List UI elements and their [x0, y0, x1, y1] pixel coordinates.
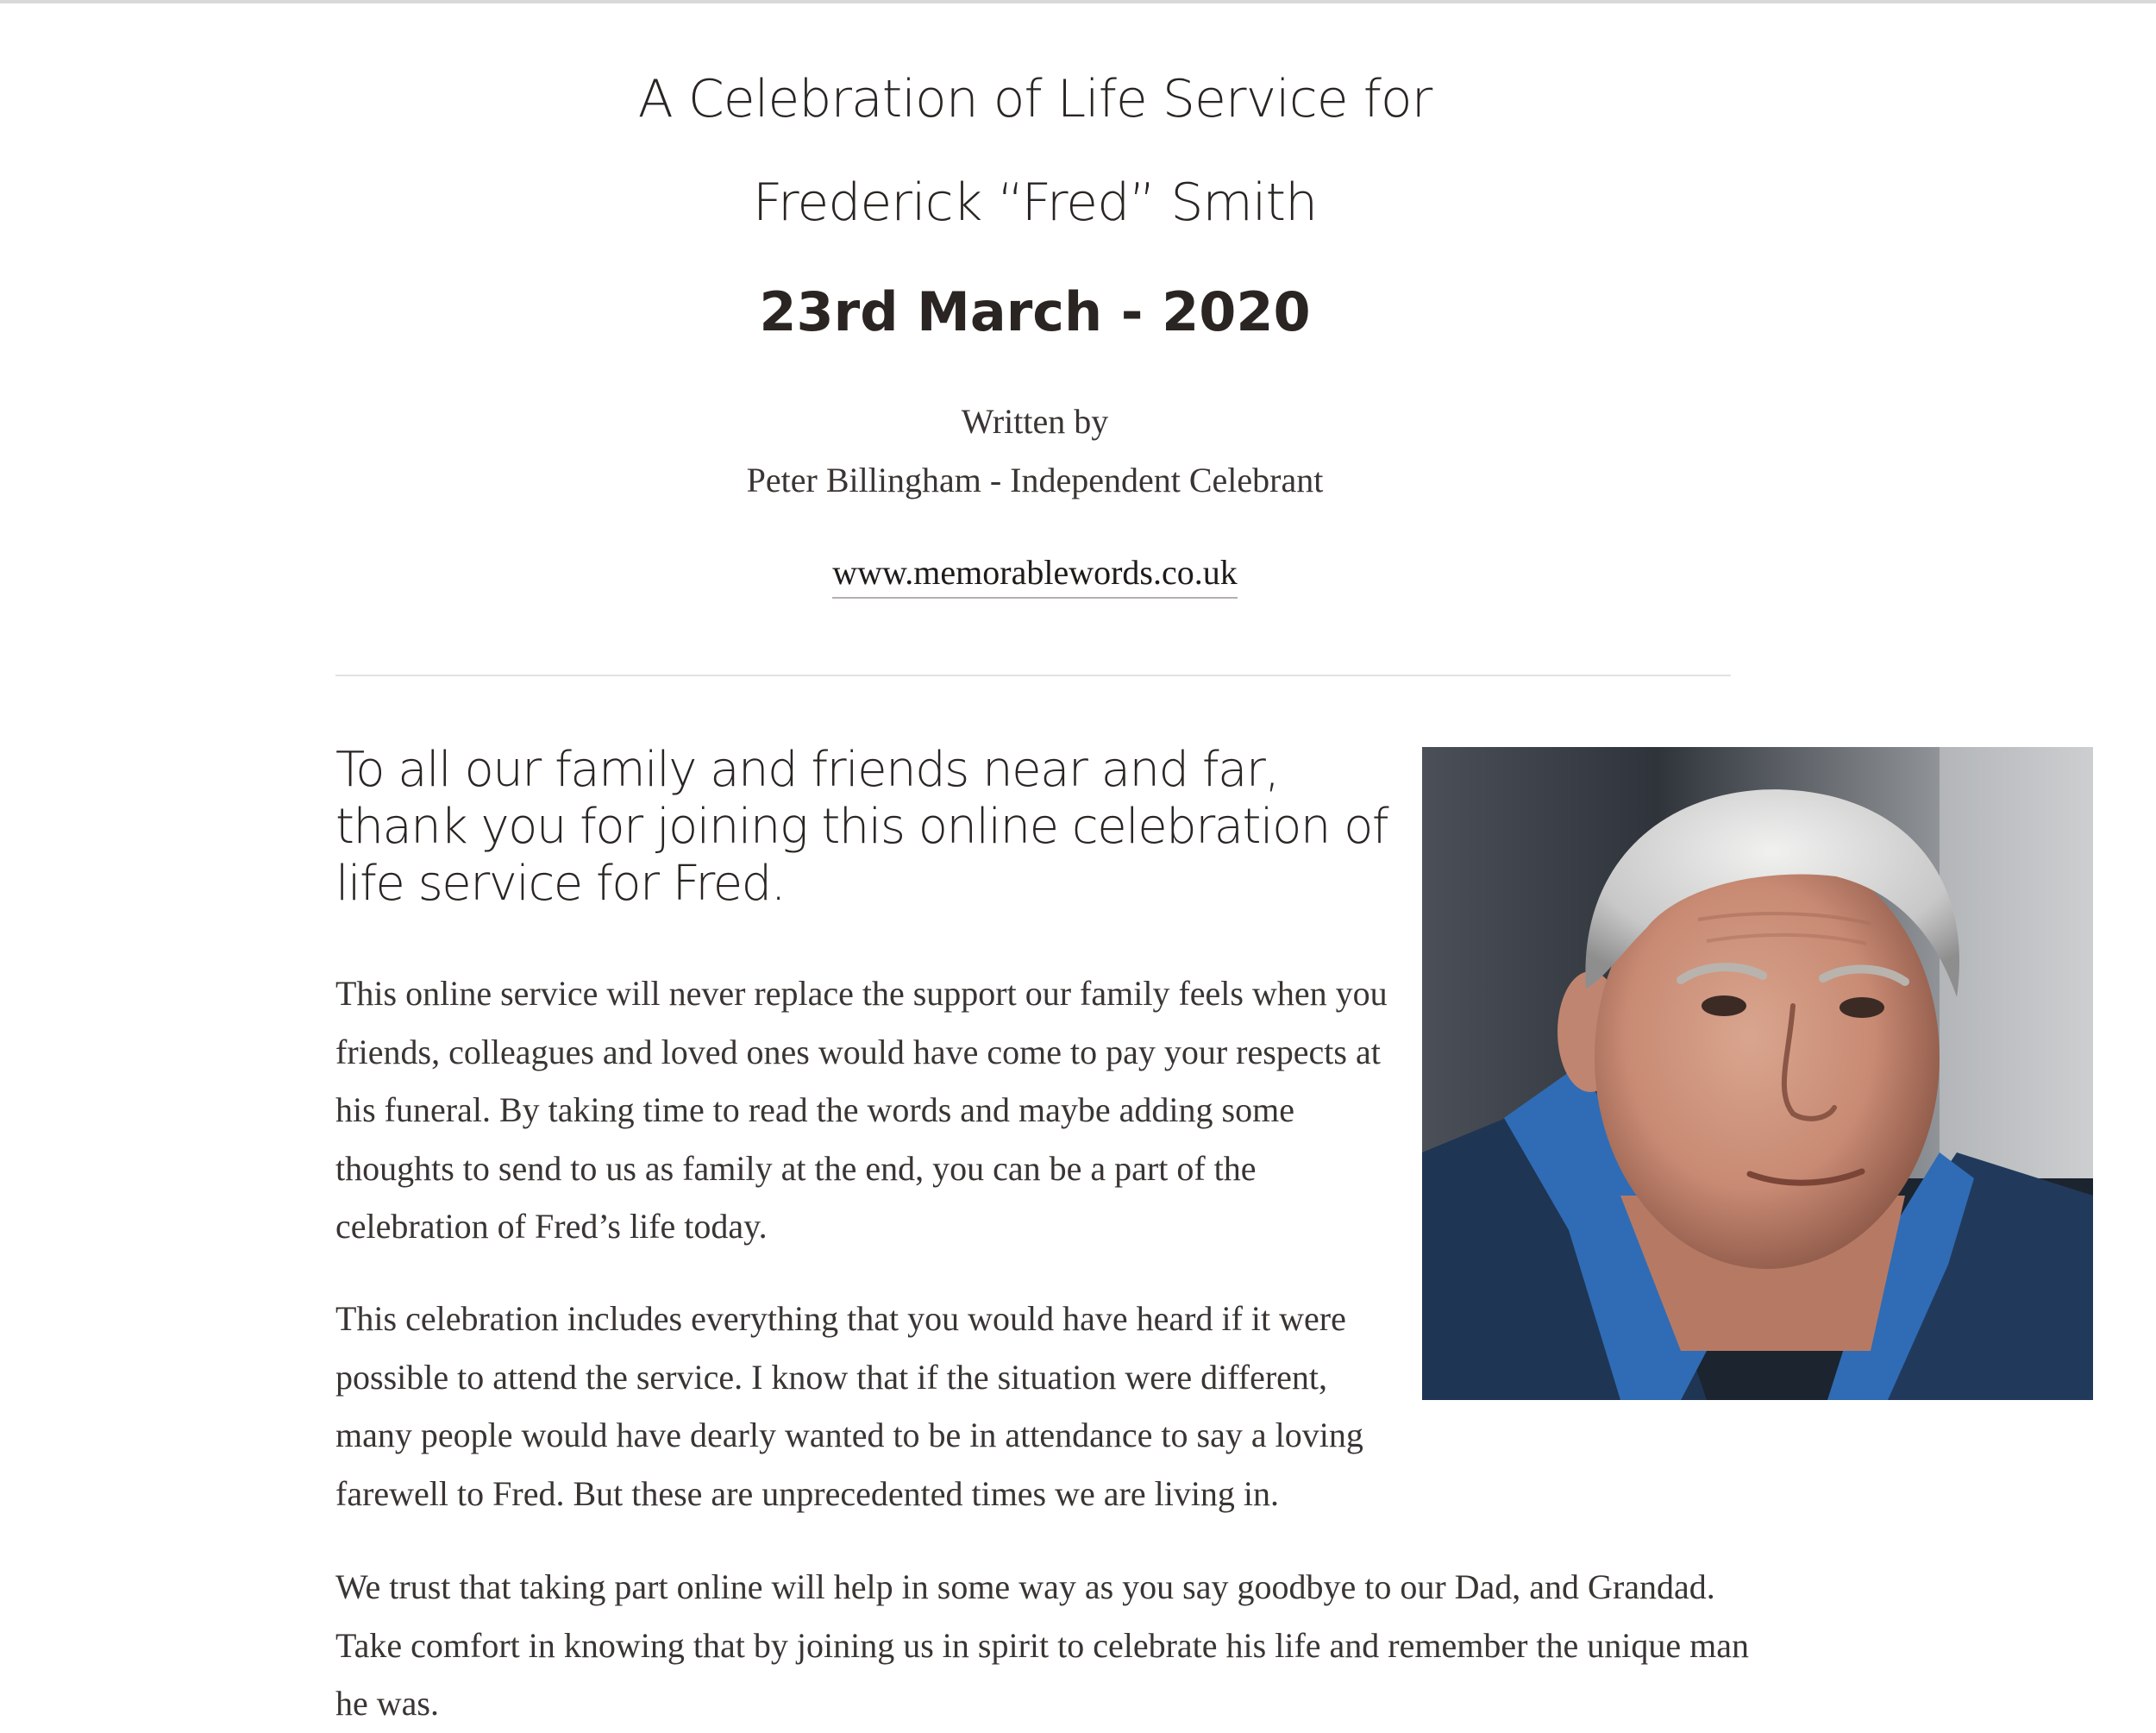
body-paragraph-2: This celebration includes everything that you would have heard if it were possible to attend the service. I know that if the situation were different, many people would have dearly wanted to be in attendance to say a loving farewell to Fred. But these are unprecedented times we are living in.: [335, 1299, 1363, 1513]
portrait-photo: [1422, 747, 2093, 1400]
top-border: [0, 0, 2156, 3]
body-paragraph-3: We trust that taking part online will help in some way as you say goodbye to our Dad, and Grandad. Take comfort in knowing that by joining us in spirit to celebrate his life and remember the unique man he was.: [335, 1567, 1750, 1723]
website-link[interactable]: www.memorablewords.co.uk: [832, 553, 1238, 599]
page-title-line-2: Frederick “Fred” Smith: [752, 173, 1318, 233]
website-link-wrapper: [0, 552, 2070, 593]
section-divider: [335, 675, 1731, 676]
author-name: Peter Billingham - Independent Celebrant: [746, 461, 1324, 499]
intro-heading: To all our family and friends near and far, thank you for joining this online celebration of life service for Fred.: [335, 742, 1388, 912]
service-date: 23rd March - 2020: [759, 280, 1311, 343]
body-paragraph-1: This online service will never replace the support our family feels when you friends, colleagues and loved ones would have come to pay your respects at his funeral. By taking time to read the words and maybe adding some thoughts to send to us as family at the end, you can be a part of the celebration of Fred’s life today.: [335, 974, 1388, 1246]
written-by-label: Written by: [961, 402, 1109, 441]
page-title-line-1: A Celebration of Life Service for: [637, 69, 1432, 129]
